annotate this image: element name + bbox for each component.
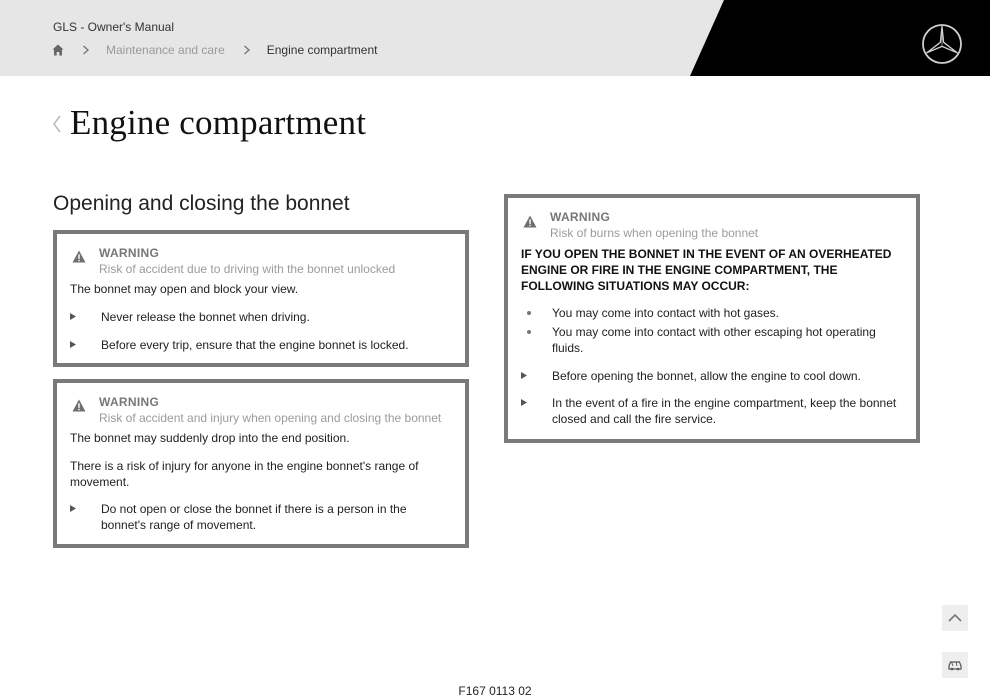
header-bar [0, 0, 990, 76]
action-step [521, 368, 902, 384]
mercedes-star-logo[interactable] [921, 23, 963, 65]
action-step-text: In the event of a fire in the engine compartment, keep the bonnet closed and call the fire service. [552, 396, 897, 426]
breadcrumb [52, 42, 377, 58]
arrow-marker-icon [70, 313, 76, 320]
warning-label: WARNING [99, 395, 160, 409]
warning-paragraph: The bonnet may open and block your view. [70, 282, 299, 296]
action-step-text: Before every trip, ensure that the engine bonnet is locked. [101, 338, 409, 352]
car-icon [947, 659, 963, 671]
warning-triangle-icon [72, 399, 86, 412]
action-step-text: Before opening the bonnet, allow the engine to cool down. [552, 369, 861, 383]
arrow-marker-icon [70, 505, 76, 512]
warning-label: WARNING [550, 210, 611, 224]
action-step [70, 309, 451, 325]
breadcrumb-item-maintenance[interactable]: Maintenance and care [106, 43, 225, 57]
warning-subtitle: Risk of accident due to driving with the bonnet unlocked [99, 262, 396, 276]
action-step [70, 337, 451, 353]
chevron-up-icon [947, 613, 963, 623]
action-step [70, 501, 451, 533]
scroll-to-top-button[interactable] [942, 605, 968, 631]
warning-box-driving-unlocked [53, 230, 469, 367]
arrow-marker-icon [521, 372, 527, 379]
chevron-left-icon[interactable] [51, 114, 63, 134]
bullet-icon [527, 311, 531, 315]
warning-subtitle: Risk of burns when opening the bonnet [550, 226, 759, 240]
manual-title: GLS - Owner's Manual [53, 20, 175, 34]
warning-caps-text: IF YOU OPEN THE BONNET IN THE EVENT OF AN OVERHEATED ENGINE OR FIRE IN THE ENGINE COMPARTMENT, THE FOLLOWING SITUATIONS MAY OCCUR: [521, 247, 892, 293]
warning-triangle-icon [72, 250, 86, 263]
section-title: Opening and closing the bonnet [53, 192, 350, 215]
warning-label: WARNING [99, 246, 160, 260]
home-icon[interactable] [52, 44, 64, 56]
list-item [521, 324, 902, 356]
warning-box-opening-closing [53, 379, 469, 548]
warning-triangle-icon [523, 215, 537, 228]
list-item-text: You may come into contact with other escaping hot operating fluids. [552, 325, 876, 355]
warning-subtitle: Risk of accident and injury when opening and closing the bonnet [99, 411, 442, 425]
chevron-right-icon [243, 45, 251, 55]
action-step-text: Never release the bonnet when driving. [101, 310, 310, 324]
action-step [521, 395, 902, 427]
arrow-marker-icon [521, 399, 527, 406]
list-item [521, 305, 902, 321]
warning-paragraph: The bonnet may suddenly drop into the end position. [70, 431, 350, 445]
image-reference-code: F167 0113 02 [458, 684, 532, 698]
vehicle-view-button[interactable] [942, 652, 968, 678]
breadcrumb-item-current: Engine compartment [266, 43, 378, 57]
page-title: Engine compartment [70, 103, 367, 142]
warning-paragraph: There is a risk of injury for anyone in the engine bonnet's range of movement. [70, 459, 419, 489]
arrow-marker-icon [70, 341, 76, 348]
action-step-text: Do not open or close the bonnet if there is a person in the bonnet's range of movement. [101, 502, 407, 532]
chevron-right-icon [82, 45, 90, 55]
warning-box-burns [504, 194, 920, 443]
list-item-text: You may come into contact with hot gases. [552, 306, 780, 320]
bullet-icon [527, 330, 531, 334]
